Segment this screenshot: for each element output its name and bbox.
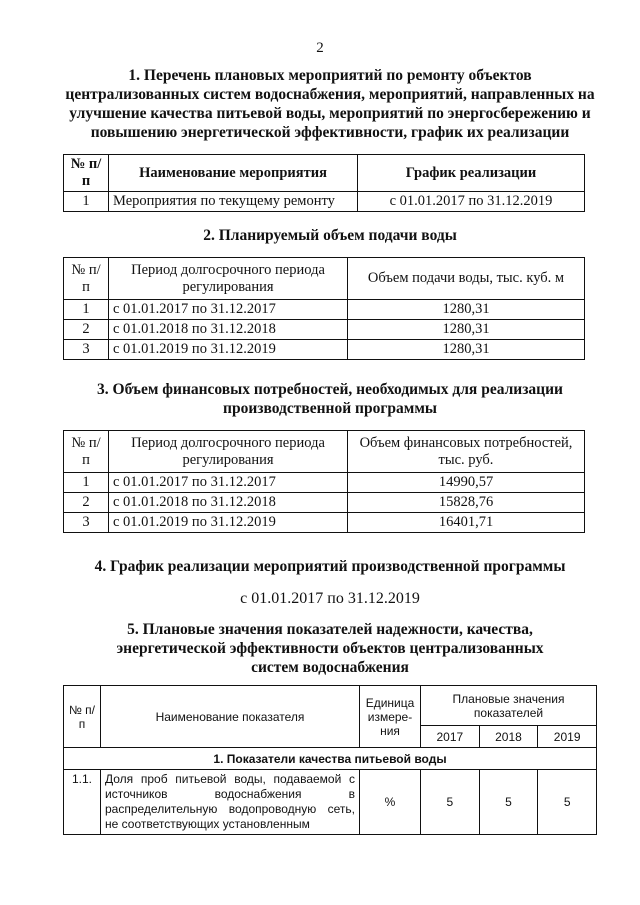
section2-title: 2. Планируемый объем подачи воды [203,227,457,244]
s5-header-num: № п/п [64,686,101,748]
s1-header-name: Наименование мероприятия [109,155,358,192]
s3-cell-finance: 15828,76 [348,493,585,513]
s5-header-year: 2019 [538,726,597,748]
s5-header-year: 2017 [421,726,480,748]
section5-title: 5. Плановые значения показателей надежности, качества, энергетической эффективности объектов централизованных систем водоснабжения [116,621,544,676]
s3-cell-num: 3 [64,513,109,533]
section4-period: с 01.01.2017 по 31.12.2019 [240,590,420,607]
s2-cell-period: с 01.01.2019 по 31.12.2019 [109,340,348,360]
table-row [64,192,585,212]
s5-group-title: 1. Показатели качества питьевой воды [64,748,597,770]
s3-cell-finance: 16401,71 [348,513,585,533]
table-row [64,340,585,360]
s2-header-volume: Объем подачи воды, тыс. куб. м [348,258,585,300]
s2-cell-volume: 1280,31 [348,340,585,360]
s2-cell-num: 3 [64,340,109,360]
s2-cell-period: с 01.01.2017 по 31.12.2017 [109,300,348,320]
s5-header-year: 2018 [479,726,538,748]
section1-title: 1. Перечень плановых мероприятий по ремонту объектов централизованных систем водоснабжения, мероприятий, направленных на улучшение качества питьевой воды, мероприятий по энергосбережению и повышению энергетической эффективности, график их реализации [65,67,595,141]
s2-cell-num: 1 [64,300,109,320]
s5-cell-unit: % [360,770,421,835]
s3-header-finance: Объем финансовых потребностей, тыс. руб. [348,431,585,473]
s5-cell-num: 1.1. [64,770,101,835]
s5-cell-name: Доля проб питьевой воды, подаваемой с источников водоснабжения в распределительную водопроводную сеть, не соответствующих установленным [101,770,360,835]
s1-header-num: № п/п [64,155,109,192]
table-row [64,770,597,835]
s2-header-period: Период долгосрочного периода регулирования [109,258,348,300]
s3-cell-period: с 01.01.2017 по 31.12.2017 [109,473,348,493]
s5-header-unit: Единица измере-ния [360,686,421,748]
s5-cell-value: 5 [538,770,597,835]
s5-cell-value: 5 [479,770,538,835]
s2-cell-volume: 1280,31 [348,320,585,340]
s3-header-num: № п/п [64,431,109,473]
s3-header-period: Период долгосрочного периода регулирования [109,431,348,473]
table-row [64,320,585,340]
s5-header-name: Наименование показателя [101,686,360,748]
s5-header-planned: Плановые значения показателей [421,686,597,726]
s5-cell-value: 5 [421,770,480,835]
s3-cell-finance: 14990,57 [348,473,585,493]
s1-cell-schedule: с 01.01.2017 по 31.12.2019 [358,192,585,212]
s2-cell-period: с 01.01.2018 по 31.12.2018 [109,320,348,340]
section1-table [63,154,585,212]
s3-cell-num: 2 [64,493,109,513]
table-row [64,513,585,533]
s1-cell-name: Мероприятия по текущему ремонту [109,192,358,212]
s3-cell-period: с 01.01.2018 по 31.12.2018 [109,493,348,513]
table-row [64,473,585,493]
section3-table [63,430,585,533]
section2-table [63,257,585,360]
s3-cell-period: с 01.01.2019 по 31.12.2019 [109,513,348,533]
s1-header-schedule: График реализации [358,155,585,192]
page-number: 2 [316,40,324,56]
section5-table [63,685,597,835]
s1-cell-num: 1 [64,192,109,212]
table-row [64,493,585,513]
section3-title: 3. Объем финансовых потребностей, необходимых для реализации производственной программы [97,381,563,417]
s2-cell-volume: 1280,31 [348,300,585,320]
s2-cell-num: 2 [64,320,109,340]
s3-cell-num: 1 [64,473,109,493]
section4-title: 4. График реализации мероприятий производственной программы [94,558,566,575]
table-row [64,300,585,320]
s2-header-num: № п/п [64,258,109,300]
